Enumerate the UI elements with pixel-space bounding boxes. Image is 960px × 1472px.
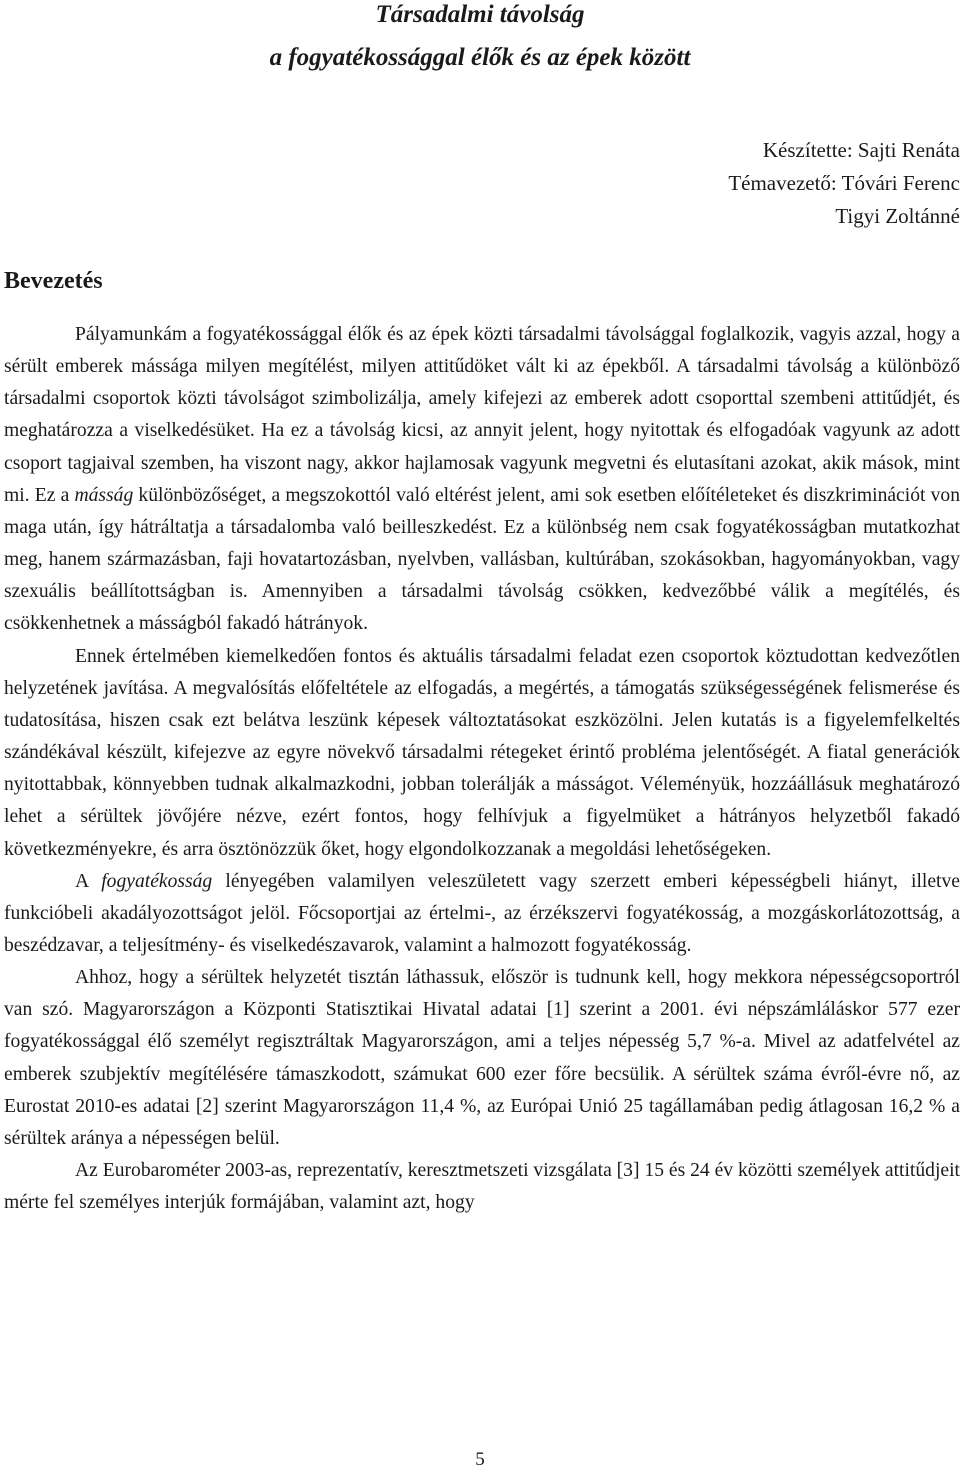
supervisor-line: Témavezető: Tóvári Ferenc bbox=[728, 171, 960, 195]
paragraph-1 bbox=[4, 319, 960, 641]
section-heading: Bevezetés bbox=[4, 268, 103, 294]
paragraph-5: Az Eurobarométer 2003-as, reprezentatív, keresztmetszeti vizsgálata [3] 15 és 24 év közötti személyek attitűdjeit mérte fel személyes interjúk formájában, valamint azt, hogy bbox=[4, 1160, 960, 1214]
author-line: Készítette: Sajti Renáta bbox=[762, 138, 960, 162]
paragraph-1-text-a: Pályamunkám a fogyatékossággal élők és az épek közti társadalmi távolsággal foglalkozik, vagyis azzal, hogy a sérült emberek mássága milyen megítélést, milyen attitűdöket vált ki az épekből. A társadalmi távolság a különböző társadalmi csoportok közti távolságot szimbolizálja, amely kifejezi az emberek adott csoporttal szembeni attitűdjét, és meghatározza a viselkedésüket. Ha ez a távolság kicsi, az annyit jelent, hogy nyitottak és elfogadóak vagyunk az adott csoport tagjaival szemben, ha viszont nagy, akkor hajlamosak vagyunk megvetni és elutasítani azokat, akik mások, mint mi. Ez a bbox=[4, 324, 960, 506]
credits-block bbox=[728, 134, 960, 233]
paragraph-2: Ennek értelmében kiemelkedően fontos és aktuális társadalmi feladat ezen csoportok köztudottan kedvezőtlen helyzetének javítása. A megvalósítás előfeltétele az elfogadás, a megértés, a támogatás szükségességének felismerése és tudatosítása, hiszen csak ezt belátva leszünk képesek változtatásokat eszközölni. Jelen kutatás is a figyelemfelkeltés szándékával készült, kifejezve az egyre növekvő társadalmi rétegeket érintő probléma jelentőségét. A fiatal generációk nyitottabbak, könnyebben tudnak alkalmazkodni, jobban tolerálják a másságot. Véleményük, hozzáállásuk meghatározó lehet a sérültek jövőjére nézve, ezért fontos, hogy felhívjuk a figyelmüket a hátrányos helyzetből fakadó következményekre, és arra ösztönözzük őket, hogy elgondolkozzanak a megoldási lehetőségeken. bbox=[4, 645, 960, 860]
paragraph-3-text-a: A bbox=[75, 870, 102, 892]
paragraph-3-emphasis: fogyatékosság bbox=[101, 870, 213, 892]
paragraph-1-emphasis: másság bbox=[74, 484, 134, 506]
paragraph-4: Ahhoz, hogy a sérültek helyzetét tisztán láthassuk, először is tudnunk kell, hogy mekkora népességcsoportról van szó. Magyarországon a Központi Statisztikai Hivatal adatai [1] szerint a 2001. évi népszámláláskor 577 ezer fogyatékossággal élő személyt regisztráltak Magyarországon, ami a teljes népesség 5,7 %-a. Mivel az adatfelvétel az emberek szubjektív megítélésére támaszkodott, számukat 600 ezer főre becsülik. A sérültek száma évről-évre nő, az Eurostat 2010-es adatai [2] szerint Magyarországon 11,4 %, az Európai Unió 25 tagállamában pedig átlagosan 16,2 % a sérültek aránya a népességen belül. bbox=[4, 967, 960, 1149]
document-title-line-1: Társadalmi távolság bbox=[375, 1, 585, 28]
paragraph-1-text-b: különbözőséget, a megszokottól való eltérést jelent, ami sok esetben előítéleteket és diszkriminációt von maga után, így hátráltatja a társadalomba való beilleszkedést. Ez a különbség nem csak fogyatékosságban mutatkozhat meg, hanem származásban, faji hovatartozásban, nyelvben, vallásban, kultúrában, szokásokban, hagyományokban, vagy szexuális beállítottságban is. Amennyiben a társadalmi távolság csökken, kedvezőbbé válik a megítélés, és csökkenhetnek a másságból fakadó hátrányok. bbox=[4, 484, 960, 635]
page-number: 5 bbox=[475, 1449, 485, 1470]
paragraph-3 bbox=[4, 866, 960, 962]
document-title-line-2: a fogyatékossággal élők és az épek között bbox=[269, 44, 691, 71]
paragraph-3-text-b: lényegében valamilyen veleszületett vagy szerzett emberi képességbeli hiányt, illetve funkcióbeli akadályozottságot jelöl. Főcsoportjai az értelmi-, az érzékszervi fogyatékosság, a mozgáskorlátozottság, a beszédzavar, a teljesítmény- és viselkedészavarok, valamint a halmozott fogyatékosság. bbox=[4, 870, 960, 956]
co-supervisor-line: Tigyi Zoltánné bbox=[835, 204, 960, 228]
body-text bbox=[4, 319, 960, 1219]
